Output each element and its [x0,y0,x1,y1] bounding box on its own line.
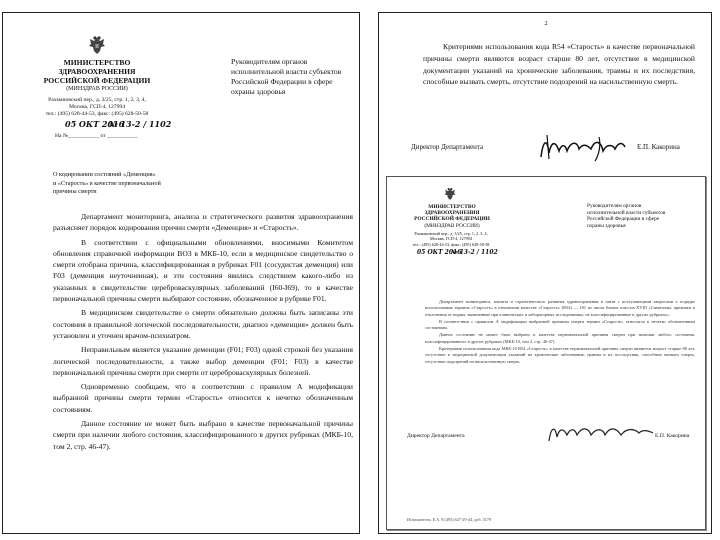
page2-body [423,41,695,88]
body-paragraph: Департамент мониторинга, анализа и стратегического развития здравоохранения в связи с поступающими запросами о порядке использования термина «Старость» в отношении качестве «Старость» (R54) — 101 из числа блоков классов XVIII «Симптомы, признаки и отклонения от нормы, выявленные при клинических и лабораторных исследованиях, не классифицированные в других рубриках». [425,299,695,317]
recipient-line: Российской Федерации в сфере [587,216,660,223]
signature-title: Директор Департамента [407,433,465,439]
eagle-emblem-icon [87,35,107,57]
recipient-line: Российской Федерации в сфере [231,77,333,86]
recipient-line: Руководителям органов [231,57,308,66]
body-paragraph: В соответствии с правилом А модификации выбранной причины смерти термин «Старость» относится к нечетко обозначенным состояниям. [425,318,695,331]
ministry-line: (МИНЗДРАВ РОССИИ) [424,222,480,229]
ministry-line: (МИНЗДРАВ РОССИИ) [66,86,128,93]
recipient-line: охраны здоровья [231,87,286,96]
signature-title: Директор Департамента [411,143,484,151]
body-paragraph: В медицинском свидетельстве о смерти обязательно должны быть записаны эти состояния в правильной логической последовательности, диагноз «деменция» должен быть установлен и уточнен врачом-психиатром. [53,308,353,340]
body-paragraph: В соответствии с официальными обновлениями, вносимыми Комитетом обновления справочной информации ВОЗ в МКБ-10, если в медицинское свидетельство о смерти отобрана причина, классифицированная в рубриках F01 (сосудистая деменция) или F03 (деменция неуточненная), и эти состояния явились следствием какого-либо из указанных в свидетельстве цереброваскулярных заболеваний (I60-I69), то в качестве первоначальной причины смерти выбирают состояние, обозначенное в рубрике F01. [53,237,353,304]
body-paragraph: Критериями использования кода R54 «Старость» в качестве первоначальной причины смерти являются возраст старше 80 лет, отсутствие в медицинской документации указаний на хронические заболевания, травмы и их последствия, способные вызвать смерть, отсутствие подозрений на насильственную смерть. [423,42,695,87]
subject-line: и «Старость» в качестве первоначальной [53,179,161,187]
ministry-line: МИНИСТЕРСТВО [63,58,131,67]
recipient-block [231,57,359,97]
ministry-line: РОССИЙСКОЙ ФЕДЕРАЦИИ [414,216,490,223]
recipient-block [587,203,703,229]
copy-footer: Исполнитель: Е.А. 8 (495) 627-29-44, доб. 3179 [407,517,491,522]
body-paragraph: Данное состояние не может быть выбрано в качестве первоначальной причины смерти при наличии любого состояния, классифицированного в других рубриках (МКБ-10, том 2, стр. 46-47). [53,419,353,451]
letter-copy-page [386,176,706,530]
ministry-header [413,204,491,229]
address-line: тел.: (495) 628-44-53, факс: (495) 628-50-58 [412,241,490,247]
letter-body [53,211,353,452]
recipient-line: охраны здоровья [587,222,626,229]
address-line: тел.: (495) 628-44-53, факс: (495) 628-50-58 [45,111,149,118]
ministry-header [43,59,151,94]
body-paragraph: Одновременно сообщаем, что в соответствии с правилом А модификации выбранной причины смерти термин «Старость» относится к нечетко обозначенным состояниям. [53,382,353,414]
handwritten-signature [545,419,657,447]
eagle-emblem-icon [443,187,457,202]
ministry-line: ЗДРАВООХРАНЕНИЯ [424,210,480,217]
copy-body [425,299,695,365]
recipient-line: Руководителям органов [587,203,642,209]
ministry-line: ЗДРАВООХРАНЕНИЯ [58,66,136,76]
registration-date: 05 ОКТ 2016 [417,249,462,256]
letter-page-1 [2,12,360,534]
recipient-line: исполнительной власти субъектов [231,67,342,76]
ministry-line: МИНИСТЕРСТВО [428,204,476,210]
body-paragraph: Департамент мониторинга, анализа и стратегического развития здравоохранения разъясняет порядок кодирования причин смерти «Деменция» и «Старость». [53,212,353,233]
body-paragraph: Данное состояние не может быть выбрано в качестве первоначальной причины смерти при наличии любого состояния, классифицированного в других рубриках (МКБ-10, том 2, стр. 46-47). [425,332,695,344]
address-line: Москва, ГСП-4, 127994 [430,236,472,242]
body-paragraph: Критериями использования кода МКБ-10 R54 «Старость» в качестве первоначальной причины смерти являются возраст старше 80 лет, отсутствие в медицинской документации указаний на хронические заболевания, травмы и их последствия, способные вызвать смерть, отсутствие подозрений на насильственную смерть. [425,346,695,364]
subject-line: причины смерти [53,188,97,196]
reference-line: На №___________ от ___________ [55,133,138,139]
ministry-address [33,97,161,119]
address-line: Рахмановский пер., д. 3/25, стр. 1, 2, 3, 4, [48,97,146,103]
registration-date: 05 ОКТ 2016 [65,119,125,129]
handwritten-signature [537,131,629,163]
ministry-line: РОССИЙСКОЙ ФЕДЕРАЦИИ [43,75,151,85]
address-line: Москва, ГСП-4, 127994 [69,104,125,111]
recipient-line: исполнительной власти субъектов [587,209,666,216]
ministry-address [401,231,501,247]
address-line: Рахмановский пер., д. 3/25, стр. 1, 2, 3, 4, [414,231,488,236]
signature-name: Е.П. Какорина [637,143,680,151]
signature-name: Е.П. Какорина [655,433,690,439]
registration-number: № 13-2 / 1102 [109,119,172,129]
registration-number: № 13-2 / 1102 [451,249,498,256]
subject-line: О кодировании состояний «Деменция» [53,171,156,178]
subject-block [53,171,193,197]
body-paragraph: Неправильным является указание деменции (F01; F03) одной строкой без указания логической последовательности, а также выбор деменции (F01; F03) в качестве первоначальной причины смерти при смерти от цереброваскулярных болезней. [53,345,353,377]
page-number: 2 [544,21,548,27]
